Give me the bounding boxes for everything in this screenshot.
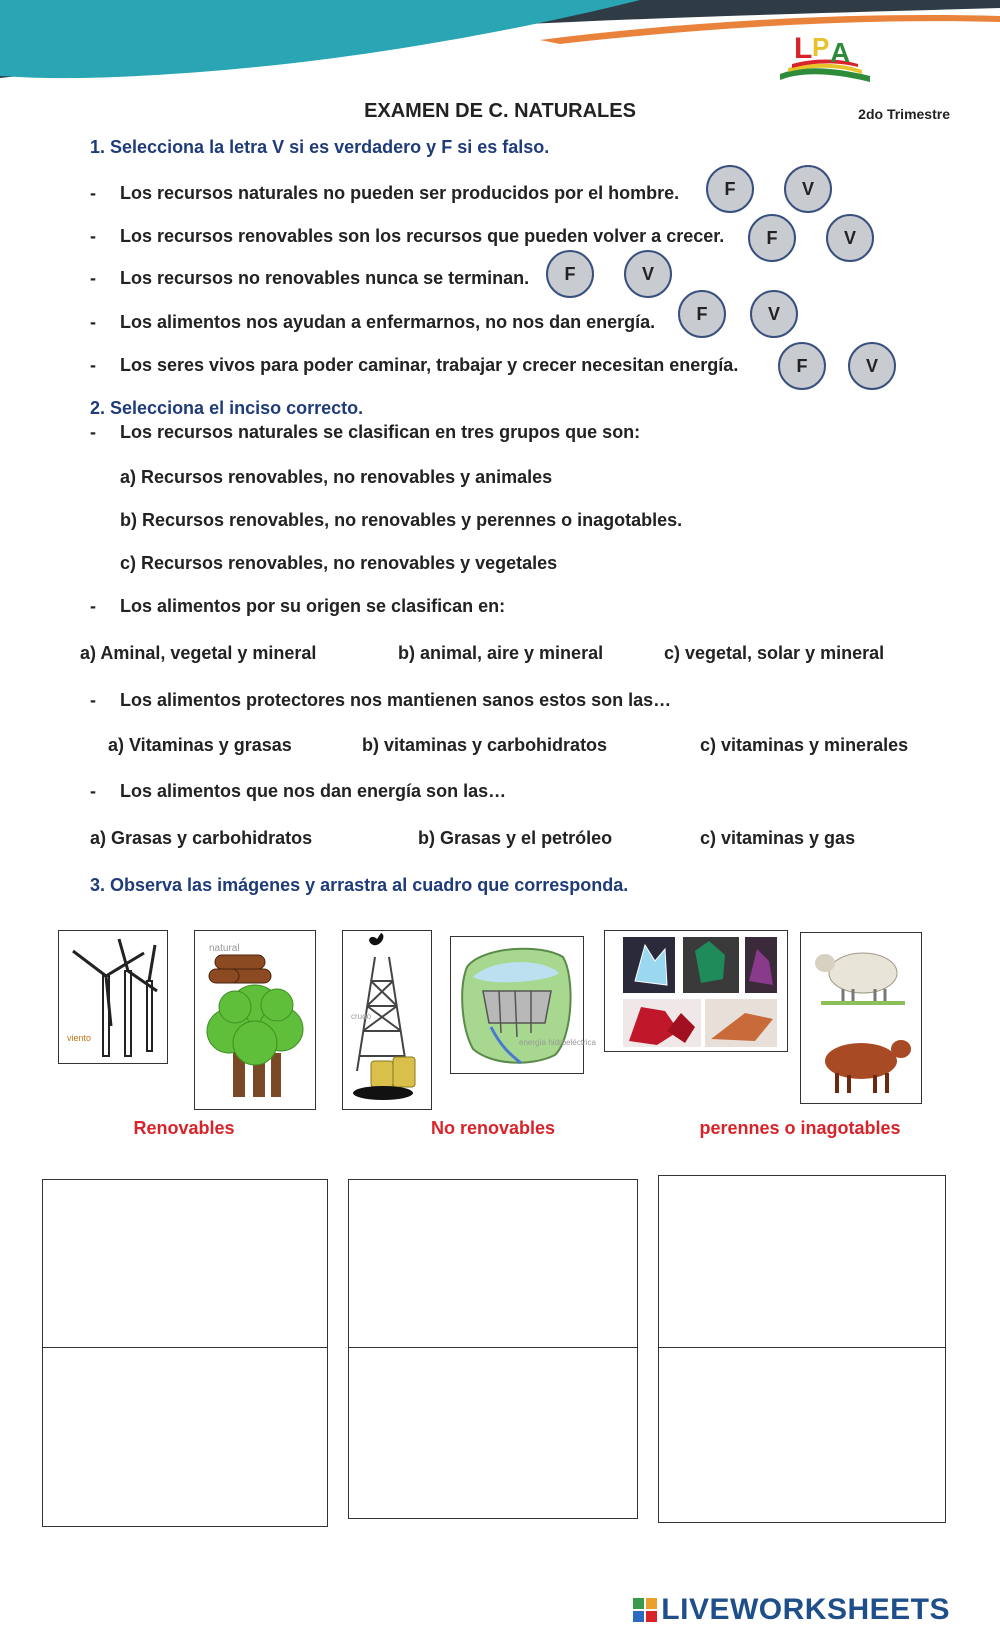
tf-2-false-button[interactable]: F [748,214,796,262]
category-no-renovables-label: No renovables [430,1118,556,1138]
svg-text:crudo: crudo [351,1012,372,1021]
no-renovables-drop-box-2[interactable] [348,1347,638,1519]
tf-5-false-button[interactable]: F [778,342,826,390]
q3-option-a[interactable]: a) Vitaminas y grasas [108,735,292,755]
liveworksheets-logo-icon [633,1598,657,1622]
tf-1-false-button[interactable]: F [706,165,754,213]
section-3-heading: 3. Observa las imágenes y arrastra al cuadro que corresponda. [90,875,629,895]
svg-text:P: P [812,32,830,62]
tf-question-4: - Los alimentos nos ayudan a enfermarnos, no nos dan energía. [90,312,656,332]
dam-icon [451,937,596,1073]
svg-text:viento: viento [67,1033,92,1043]
wood-and-tree-image[interactable] [194,930,316,1110]
wind-turbines-image[interactable] [58,930,168,1064]
q2-option-a[interactable]: a) Aminal, vegetal y mineral [80,643,317,663]
mc-question-2: - Los alimentos por su origen se clasifican en: [90,596,506,616]
q2-option-b[interactable]: b) animal, aire y mineral [398,643,604,663]
section-2-heading: 2. Selecciona el inciso correcto. [90,398,364,418]
tf-4-false-button[interactable]: F [678,290,726,338]
minerals-image[interactable] [604,930,788,1052]
tree-icon [195,931,315,1109]
tf-3-false-button[interactable]: F [546,250,594,298]
mc-question-1: - Los recursos naturales se clasifican en tres grupos que son: [90,422,641,442]
svg-text:energía hidroeléctrica: energía hidroeléctrica [519,1038,596,1047]
page-title: EXAMEN DE C. NATURALES [364,100,636,122]
tf-4-true-button[interactable]: V [750,290,798,338]
hydroelectric-dam-image[interactable] [450,936,596,1074]
tf-question-5: - Los seres vivos para poder caminar, trabajar y crecer necesitan energía. [90,355,739,375]
trimester-label: 2do Trimestre [858,106,950,122]
mc-question-3: - Los alimentos protectores nos mantienen sanos estos son las… [90,690,672,710]
school-logo [770,22,880,88]
gemstones-icon [605,931,787,1051]
no-renovables-drop-box-1[interactable] [348,1179,638,1349]
lpa-logo-icon [770,22,880,88]
q1-option-b[interactable]: b) Recursos renovables, no renovables y perennes o inagotables. [120,510,683,530]
perennes-drop-box-1[interactable] [658,1175,946,1349]
category-renovables-label: Renovables [133,1118,235,1138]
tf-question-2: - Los recursos renovables son los recursos que pueden volver a crecer. [90,226,725,246]
renovables-drop-box-2[interactable] [42,1347,328,1527]
q4-option-a[interactable]: a) Grasas y carbohidratos [90,828,313,848]
tf-1-true-button[interactable]: V [784,165,832,213]
renovables-drop-box-1[interactable] [42,1179,328,1349]
tf-5-true-button[interactable]: V [848,342,896,390]
liveworksheets-brand: LIVEWORKSHEETS [633,1593,950,1627]
sheep-and-cow-icon [801,933,921,1103]
q4-option-b[interactable]: b) Grasas y el petróleo [418,828,613,848]
oil-derrick-icon [343,931,431,1109]
q3-option-b[interactable]: b) vitaminas y carbohidratos [362,735,608,755]
animals-image[interactable] [800,932,922,1104]
perennes-drop-box-2[interactable] [658,1347,946,1523]
tf-question-3: - Los recursos no renovables nunca se terminan. [90,268,530,288]
mc-question-4: - Los alimentos que nos dan energía son las… [90,781,507,801]
wind-turbine-icon [59,931,167,1063]
svg-text:A: A [830,37,851,68]
tf-2-true-button[interactable]: V [826,214,874,262]
svg-text:L: L [794,32,813,65]
category-perennes-label: perennes o inagotables [699,1118,901,1138]
oil-derrick-image[interactable] [342,930,432,1110]
svg-text:natural: natural [209,943,240,954]
q1-option-a[interactable]: a) Recursos renovables, no renovables y animales [120,467,553,487]
tf-question-1: - Los recursos naturales no pueden ser producidos por el hombre. [90,183,680,203]
tf-3-true-button[interactable]: V [624,250,672,298]
q2-option-c[interactable]: c) vegetal, solar y mineral [664,643,885,663]
q4-option-c[interactable]: c) vitaminas y gas [700,828,856,848]
q1-option-c[interactable]: c) Recursos renovables, no renovables y vegetales [120,553,558,573]
q3-option-c[interactable]: c) vitaminas y minerales [700,735,909,755]
section-1-heading: 1. Selecciona la letra V si es verdadero y F si es falso. [90,137,550,157]
